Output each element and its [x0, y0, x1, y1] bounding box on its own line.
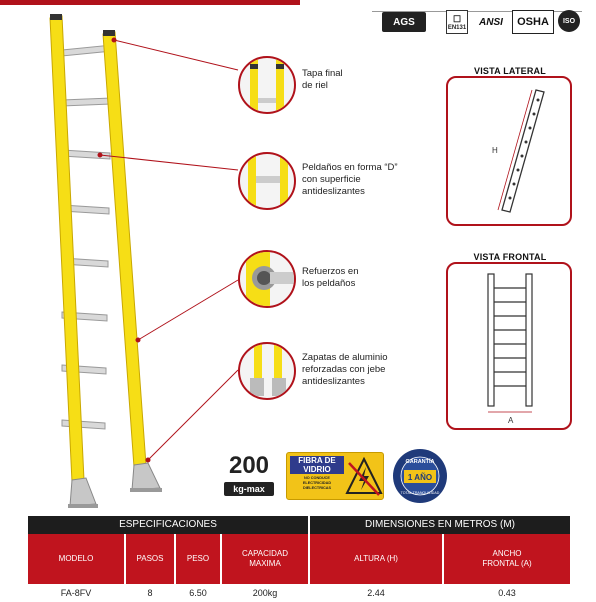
vista-lateral-title: VISTA LATERAL — [474, 66, 546, 76]
vista-frontal-title: VISTA FRONTAL — [473, 252, 547, 262]
specifications-table — [28, 516, 570, 596]
capacity-unit: kg-max — [224, 482, 274, 496]
ansi-badge-text: ANSI — [479, 16, 503, 28]
table-header-altura: ALTURA (H) — [310, 534, 442, 584]
callout-text-d-rungs: Peldaños en forma “D” con superficie antideslizantes — [302, 162, 398, 197]
table-header-ancho: ANCHO FRONTAL (A) — [444, 534, 570, 584]
vista-frontal-box — [446, 262, 572, 430]
warranty-bottom-text: TOTAL TRANQUILIDAD — [400, 491, 440, 495]
ags-badge-text: AGS — [393, 16, 415, 28]
vista-lateral-diagram — [448, 78, 570, 224]
fiberglass-title: FIBRA DE VIDRIO — [290, 456, 344, 474]
vista-lateral-box — [446, 76, 572, 226]
callout-circle-d-rungs — [238, 152, 296, 210]
table-cell-capacidad: 200kg — [252, 588, 278, 598]
table-header-peso: PESO — [176, 534, 220, 584]
osha-badge-text: OSHA — [517, 16, 549, 28]
table-cell-pasos: 8 — [147, 588, 153, 598]
table-header-pasos: PASOS — [126, 534, 174, 584]
warranty-period-text: 1 AÑO — [407, 473, 433, 482]
callout-text-aluminum-feet: Zapatas de aluminio reforzadas con jebe antideslizantes — [302, 352, 388, 387]
table-group-header-specs: ESPECIFICACIONES — [28, 516, 308, 534]
en131-certification-badge: ☐ EN131 — [446, 10, 468, 34]
fiberglass-badge — [286, 452, 384, 500]
warranty-top-text: GARANTÍA — [405, 459, 435, 465]
callout-text-rung-reinforcement: Refuerzos en los peldaños — [302, 266, 359, 289]
capacity-value: 200 — [228, 452, 270, 479]
capacity-badge — [218, 452, 280, 500]
callout-circle-rail-cap — [238, 56, 296, 114]
table-header-capacidad: CAPACIDAD MAXIMA — [222, 534, 308, 584]
callout-circle-rung-reinforcement — [238, 250, 296, 308]
table-cell-peso: 6.50 — [189, 588, 207, 598]
table-cell-modelo: FA-8FV — [60, 588, 92, 598]
iso-badge-text: ISO — [562, 17, 576, 25]
vista-lateral-dimension-label: H — [492, 146, 498, 155]
fiberglass-subtitle: NO CONDUCE ELECTRICIDAD DIELECTRICAS — [302, 476, 332, 490]
callout-text-rail-cap: Tapa final de riel — [302, 68, 343, 91]
vista-frontal-dimension-label: A — [508, 416, 514, 425]
warranty-seal-icon — [392, 448, 448, 504]
table-header-modelo: MODELO — [28, 534, 124, 584]
vista-frontal-diagram — [448, 264, 570, 428]
table-cell-ancho: 0.43 — [498, 588, 516, 598]
en131-badge-text: EN131 — [447, 24, 467, 31]
table-cell-altura: 2.44 — [367, 588, 385, 598]
table-group-header-dims: DIMENSIONES EN METROS (M) — [310, 516, 570, 534]
electric-hazard-icon — [345, 457, 383, 497]
callout-circle-aluminum-feet — [238, 342, 296, 400]
